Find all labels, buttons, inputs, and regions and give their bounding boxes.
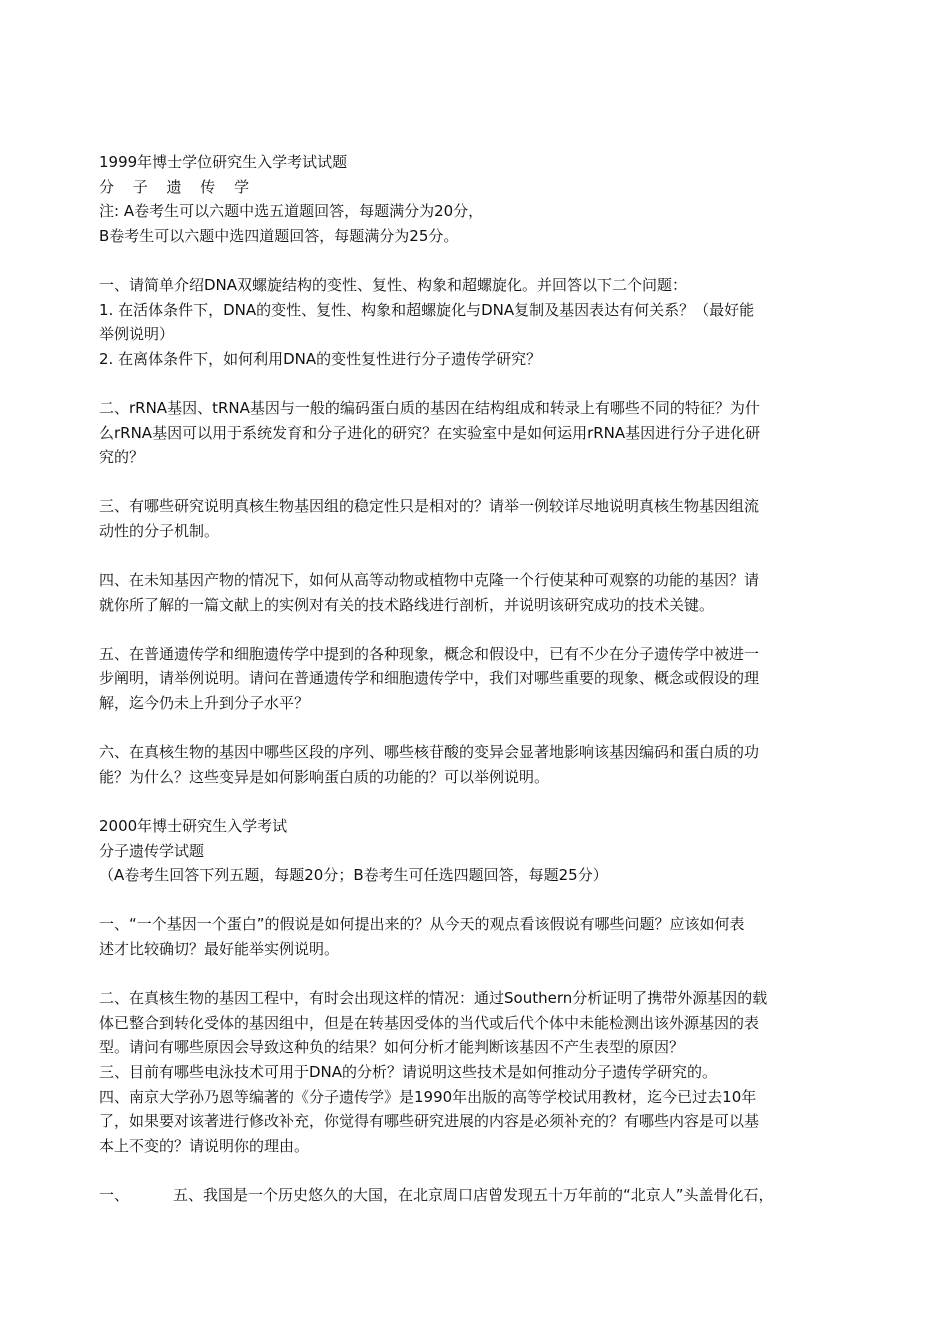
question-3-line2: 动性的分子机制。: [99, 521, 220, 540]
paragraph-gap: [99, 617, 859, 642]
question-2-line3: 究的？: [99, 448, 145, 467]
list-marker: 一、: [99, 1185, 130, 1204]
paragraph-gap: [99, 888, 859, 913]
question-3-line1: 三、有哪些研究说明真核生物基因组的稳定性只是相对的？请举一例较详尽地说明真核生物基因组流: [99, 497, 760, 516]
exam-2000-question-4-line2: 了，如果要对该著进行修改补充，你觉得有哪些研究进展的内容是必须补充的？有哪些内容是可以基: [99, 1112, 760, 1131]
exam-2000-subject: 分子遗传学试题: [99, 841, 205, 860]
exam-2000-question-1-line2: 述才比较确切？最好能举实例说明。: [99, 940, 340, 958]
question-1-sub2: 2. 在离体条件下，如何利用DNA的变性复性进行分子遗传学研究？: [99, 349, 542, 368]
question-2-line1: 二、rRNA基因、tRNA基因与一般的编码蛋白质的基因在结构组成和转录上有哪些不同的特征？为什: [99, 398, 760, 417]
exam-2000-question-5: [99, 1183, 859, 1208]
paragraph-gap: [99, 962, 859, 987]
exam-1999-note-b: B卷考生可以六题中选四道题回答，每题满分为25分。: [99, 226, 459, 245]
exam-2000-question-3: 三、目前有哪些电泳技术可用于DNA的分析？请说明这些技术是如何推动分子遗传学研究的。: [99, 1062, 718, 1081]
paragraph-gap: [99, 544, 859, 569]
exam-1999-subject: 分 子 遗 传 学: [99, 177, 257, 196]
exam-2000-question-4-line3: 本上不变的？请说明你的理由。: [99, 1136, 310, 1155]
question-5-line3: 解，迄今仍未上升到分子水平？: [99, 694, 310, 713]
paragraph-gap: [99, 371, 859, 396]
question-2-line2: 么rRNA基因可以用于系统发育和分子进化的研究？在实验室中是如何运用rRNA基因进行分子进化研: [99, 423, 761, 442]
question-5-line1: 五、在普通遗传学和细胞遗传学中提到的各种现象，概念和假设中，已有不少在分子遗传学中被进一: [99, 644, 760, 663]
question-4-line1: 四、在未知基因产物的情况下，如何从高等动物或植物中克隆一个行使某种可观察的功能的基因？请: [99, 571, 760, 590]
question-1-sub1-line1: 1. 在活体条件下，DNA的变性、复性、构象和超螺旋化与DNA复制及基因表达有何关系？（最好能: [99, 300, 755, 319]
exam-2000-question-2-line2: 体已整合到转化受体的基因组中，但是在转基因受体的当代或后代个体中未能检测出该外源基因的表: [99, 1013, 760, 1032]
exam-2000-note: （A卷考生回答下列五题，每题20分；B卷考生可任选四题回答，每题25分）: [99, 866, 608, 885]
exam-2000-question-5-text: 五、我国是一个历史悠久的大国，在北京周口店曾发现五十万年前的“北京人”头盖骨化石，: [173, 1185, 774, 1204]
question-5-line2: 步阐明，请举例说明。请问在普通遗传学和细胞遗传学中，我们对哪些重要的现象、概念或假设的理: [99, 669, 760, 688]
exam-2000-question-1-line1: 一、“一个基因一个蛋白”的假说是如何提出来的？从今天的观点看该假说有哪些问题？应该如何表: [99, 915, 745, 934]
paragraph-gap: [99, 470, 859, 495]
question-4-line2: 就你所了解的一篇文献上的实例对有关的技术路线进行剖析，并说明该研究成功的技术关键。: [99, 595, 715, 614]
exam-2000-title: 2000年博士研究生入学考试: [99, 817, 288, 836]
paragraph-gap: [99, 716, 859, 741]
question-1-sub1-line2: 举例说明）: [99, 325, 175, 344]
question-1-intro: 一、请简单介绍DNA双螺旋结构的变性、复性、构象和超螺旋化。并回答以下二个问题：: [99, 275, 688, 294]
document-page: [99, 150, 859, 1208]
paragraph-gap: [99, 1158, 859, 1183]
exam-2000-question-2-line3: 型。请问有哪些原因会导致这种负的结果？如何分析才能判断该基因不产生表型的原因？: [99, 1038, 685, 1057]
exam-2000-question-4-line1: 四、南京大学孙乃恩等编著的《分子遗传学》是1990年出版的高等学校试用教材，迄今已过去10年: [99, 1087, 757, 1106]
exam-1999-title: 1999年博士学位研究生入学考试试题: [99, 153, 348, 171]
question-6-line2: 能？为什么？这些变异是如何影响蛋白质的功能的？可以举例说明。: [99, 767, 550, 786]
exam-2000-question-2-line1: 二、在真核生物的基因工程中，有时会出现这样的情况：通过Southern分析证明了携带外源基因的载: [99, 989, 768, 1008]
paragraph-gap: [99, 248, 859, 273]
exam-1999-note-a: 注: A卷考生可以六题中选五道题回答，每题满分为20分，: [99, 202, 484, 221]
question-6-line1: 六、在真核生物的基因中哪些区段的序列、哪些核苷酸的变异会显著地影响该基因编码和蛋白质的功: [99, 743, 760, 762]
paragraph-gap: [99, 789, 859, 814]
